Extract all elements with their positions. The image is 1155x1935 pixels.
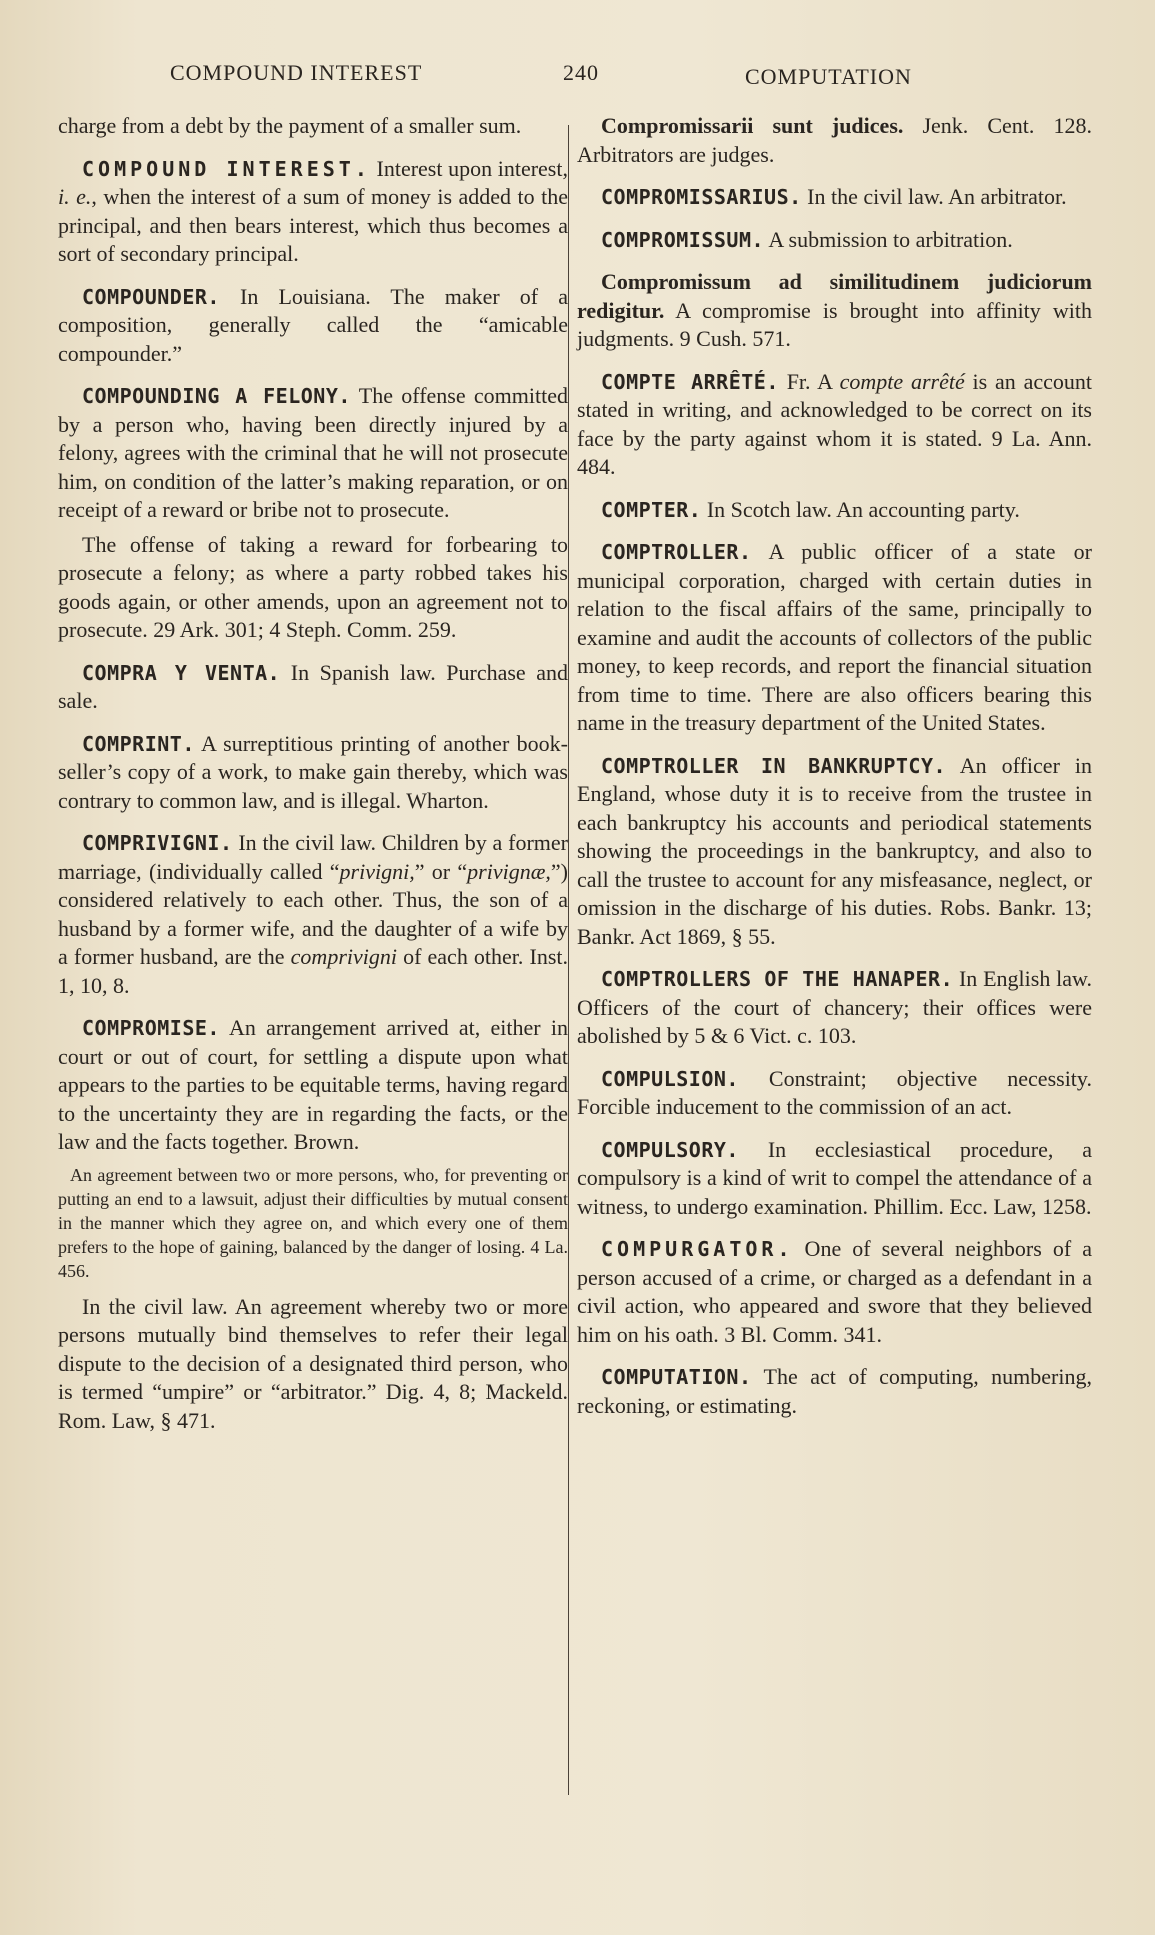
entry-text: One of several neighbors of a person accused of a crime, or charged as a defendant in a civil action, who appeared and swore that they believed him on his oath. 3 Bl. Comm. 341. — [577, 1236, 1092, 1347]
entry-text: of each other. Inst. 1, 10, 8. — [58, 944, 568, 998]
entry-headword: COMPULSION. — [601, 1066, 739, 1091]
entry-comptrollers-of-the-hanaper — [577, 965, 1092, 1051]
entry-compra-y-venta — [58, 659, 568, 716]
entry-text: In Spanish law. Purchase and sale. — [58, 659, 568, 713]
entry-paragraph — [58, 531, 568, 645]
header-right-guideword: COMPUTATION — [745, 64, 912, 89]
entry-headword: COMPTROLLER. — [601, 540, 752, 564]
entry-headword: COMPUTATION. — [601, 1365, 752, 1389]
entry-italic: privignæ, — [467, 858, 551, 884]
entry-headword: Compromissarii sunt judices. — [601, 113, 904, 138]
right-column — [577, 112, 1092, 1434]
entry-italic: comprivigni — [290, 944, 397, 969]
entry-maxim-compromissarii — [577, 112, 1092, 169]
entry-text: A submission to arbitration. — [764, 226, 1013, 252]
entry-text: Interest upon interest, — [370, 155, 568, 181]
entry-headword: COMPOUND INTEREST. — [82, 156, 371, 181]
entry-text: ”) considered relatively to each other. Thus, the son of a husband by a former wife, and the daughter of a wife by a former husband, are the — [58, 858, 568, 969]
entry-text: The offense committed by a person who, having been directly injured by a felony, agrees with the criminal that he will not prosecute him, on condition of the latter’s making reparation, or on receipt of a reward or bribe not to prosecute. — [58, 383, 568, 522]
entry-headword: COMPTE ARRÊTÉ. — [601, 369, 779, 394]
entry-headword: COMPURGATOR. — [601, 1237, 794, 1261]
entry-text: An agreement between two or more persons, who, for preventing or putting an end to a lawsuit, adjust their difficulties by mutual consent in the manner which they agree on, and which every one of them prefers to the hope of gaining, balanced by the danger of losing. 4 La. 456. — [58, 1164, 568, 1281]
entry-comptroller-in-bankruptcy — [577, 752, 1092, 952]
entry-compromissarius — [577, 183, 1092, 212]
entry-headword: COMPTER. — [601, 497, 702, 522]
entry-headword: COMPOUNDING A FELONY. — [82, 384, 351, 408]
entry-headword: Compromissum ad similitudinem judiciorum redigitur. — [577, 269, 1092, 323]
entry-compounding-a-felony — [58, 382, 568, 525]
entry-headword: COMPRA Y VENTA. — [82, 660, 281, 685]
entry-text: A surreptitious printing of another book-seller’s copy of a work, to make gain thereby, which was contrary to common law, and is illegal. Wharton. — [58, 730, 568, 813]
entry-comprivigni — [58, 829, 568, 1000]
entry-text: In ecclesiastical procedure, a compulsory is a kind of writ to compel the attendance of a witness, to undergo examination. Phillim. Ecc. Law, 1258. — [577, 1136, 1092, 1219]
entry-text: In the civil law. An agreement whereby two or more persons mutually bind themselves to refer their legal dispute to the decision of a designated third person, who is termed “umpire” or “arbitrator.” Dig. 4, 8; Mackeld. Rom. Law, § 471. — [58, 1293, 568, 1433]
entry-headword: COMPRINT. — [82, 731, 195, 756]
entry-text: In the civil law. Children by a former marriage, (individually called “ — [58, 830, 568, 884]
entry-compound-interest — [58, 155, 568, 269]
entry-headword: COMPTROLLER IN BANKRUPTCY. — [601, 753, 947, 778]
page-number: 240 — [563, 60, 599, 85]
entry-text: In Louisiana. The maker of a composition, generally called the “amicable compounder.” — [58, 283, 568, 366]
entry-headword: COMPOUNDER. — [82, 284, 220, 309]
entry-italic: privigni, — [339, 858, 415, 884]
entry-text: An officer in England, whose duty it is to receive from the trustee in each bankruptcy his accounts and periodical statements showing the proceedings in the bankruptcy, and also to call the trustee to account for any misfeasance, neglect, or omission in the discharge of his duties. Robs. Bankr. 13; Bankr. Act 1869, § 55. — [577, 752, 1092, 949]
entry-paragraph — [58, 1293, 568, 1436]
entry-text: In Scotch law. An accounting party. — [701, 496, 1020, 522]
left-column — [58, 112, 568, 1449]
entry-compte-arrete — [577, 368, 1092, 482]
entry-headword: COMPROMISE. — [82, 1016, 220, 1040]
entry-text: Fr. A — [778, 368, 840, 394]
entry-italic: compte arrêté — [839, 368, 965, 394]
entry-text: The act of computing, numbering, reckoning, or estimating. — [577, 1364, 1092, 1418]
entry-compromissum — [577, 226, 1092, 255]
entry-comptroller — [577, 538, 1092, 738]
entry-continuation — [58, 112, 568, 141]
entry-maxim-compromissum — [577, 268, 1092, 354]
entry-text: In the civil law. An arbitrator. — [801, 184, 1067, 209]
entry-text: In English law. Officers of the court of chancery; their offices were abolished by 5 & 6 Vict. c. 103. — [577, 966, 1092, 1048]
entry-compromise — [58, 1014, 568, 1157]
entry-computation — [577, 1363, 1092, 1420]
entry-quotation — [58, 1163, 568, 1283]
column-divider — [568, 125, 569, 1795]
entry-compulsory — [577, 1136, 1092, 1222]
entry-text: charge from a debt by the payment of a smaller sum. — [58, 113, 522, 138]
entry-compounder — [58, 283, 568, 369]
entry-text: ” or “ — [414, 858, 468, 884]
entry-text: , when the interest of a sum of money is added to the principal, and then bears interest, which thus becomes a sort of secondary principal. — [58, 184, 568, 266]
entry-italic: i. e. — [58, 184, 92, 209]
entry-comprint — [58, 730, 568, 816]
entry-text: An arrangement arrived at, either in court or out of court, for settling a dispute upon what appears to the parties to be equitable terms, having regard to the uncertainty they are in regarding the facts, or the law and the facts together. Brown. — [58, 1015, 568, 1154]
entry-text: The offense of taking a reward for forbearing to prosecute a felony; as where a party robbed takes his goods again, or other amends, upon an agreement not to prosecute. 29 Ark. 301; 4 Steph. Comm. 259. — [58, 531, 568, 642]
header-left-guideword: COMPOUND INTEREST — [170, 60, 423, 85]
entry-text: Jenk. Cent. 128. Arbitrators are judges. — [577, 113, 1092, 167]
running-header — [0, 60, 1155, 100]
entry-headword: COMPROMISSARIUS. — [601, 185, 802, 209]
entry-compurgator — [577, 1235, 1092, 1349]
entry-headword: COMPROMISSUM. — [601, 227, 765, 252]
entry-text: A compromise is brought into affinity with judgments. 9 Cush. 571. — [577, 297, 1092, 351]
entry-compter — [577, 496, 1092, 525]
entry-text: Constraint; objective necessity. Forcible inducement to the commission of an act. — [577, 1065, 1092, 1119]
entry-text: A public officer of a state or municipal corporation, charged with certain duties in relation to the fiscal affairs of the same, principally to examine and audit the accounts of collectors of the public money, to keep records, and report the financial situation from time to time. There are also officers bearing this name in the treasury department of the United States. — [577, 539, 1092, 735]
entry-headword: COMPTROLLERS OF THE HANAPER. — [601, 967, 954, 991]
entry-headword: COMPULSORY. — [601, 1137, 739, 1162]
entry-headword: COMPRIVIGNI. — [82, 831, 233, 855]
entry-text: is an account stated in writing, and acknowledged to be correct on its face by the party against whom it is stated. 9 La. Ann. 484. — [577, 368, 1092, 479]
entry-compulsion — [577, 1065, 1092, 1122]
